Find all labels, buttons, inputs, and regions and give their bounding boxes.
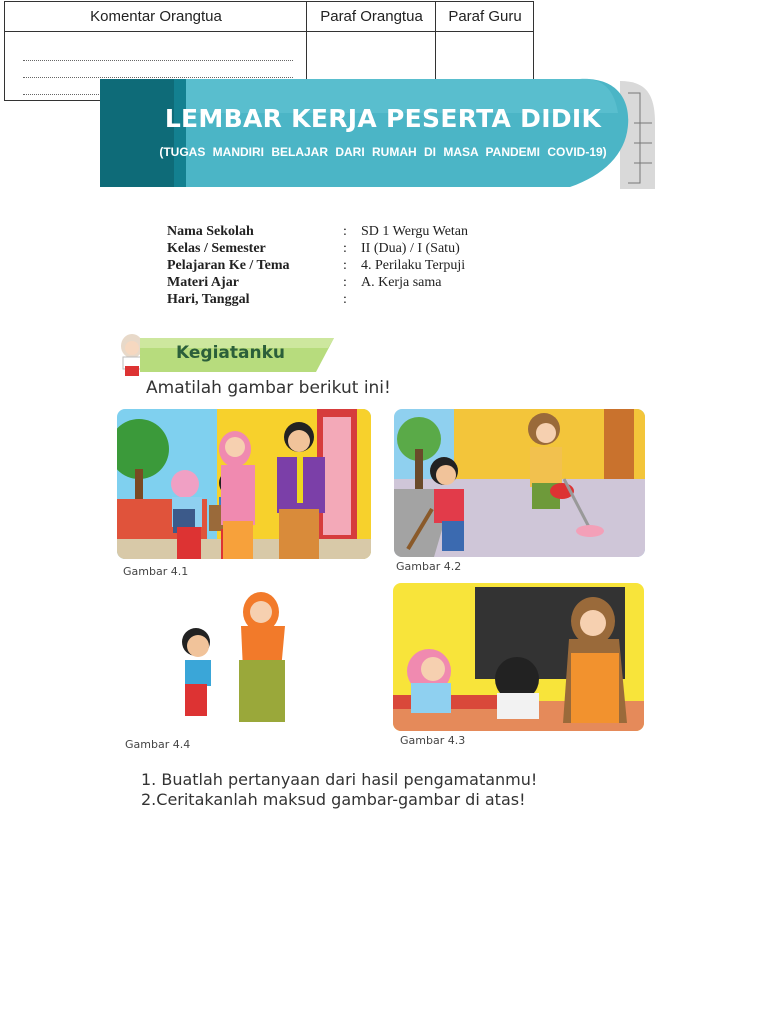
banner-title: LEMBAR KERJA PESERTA DIDIK [164,104,602,133]
info-separator: : [343,241,347,256]
picture-4-4 [163,590,293,730]
info-row [167,223,468,240]
caption-4-2: Gambar 4.2 [396,560,462,573]
info-label: Kelas / Semester [167,241,266,256]
info-block [167,223,468,308]
info-label: Materi Ajar [167,275,239,290]
activity-instruction: Amatilah gambar berikut ini! [146,378,391,398]
picture-4-2 [394,409,645,557]
info-row [167,240,468,257]
info-value: II (Dua) / I (Satu) [361,241,460,256]
header-paraf-orangtua: Paraf Orangtua [307,2,436,32]
header-komentar-orangtua: Komentar Orangtua [5,2,307,32]
info-label: Pelajaran Ke / Tema [167,258,290,273]
question-1: 1. Buatlah pertanyaan dari hasil pengamatanmu! [141,770,538,789]
picture-4-1 [117,409,371,559]
info-row [167,274,468,291]
info-separator: : [343,224,347,239]
caption-4-1: Gambar 4.1 [123,565,189,578]
info-value: 4. Perilaku Terpuji [361,258,466,273]
info-separator: : [343,258,347,273]
picture-4-3 [393,583,644,731]
question-2: 2.Ceritakanlah maksud gambar-gambar di atas! [141,790,526,809]
caption-4-4: Gambar 4.4 [125,738,191,751]
banner-subtitle: (TUGAS MANDIRI BELAJAR DARI RUMAH DI MASA PANDEMI COVID-19) [159,145,607,159]
activity-heading: Kegiatanku [176,343,285,363]
info-row [167,291,468,308]
info-value: SD 1 Wergu Wetan [361,224,469,239]
info-separator: : [343,275,347,290]
info-label: Nama Sekolah [167,224,254,239]
header-paraf-guru: Paraf Guru [436,2,534,32]
caption-4-3: Gambar 4.3 [400,734,466,747]
comment-line [23,60,293,61]
info-separator: : [343,292,347,307]
info-label: Hari, Tanggal [167,292,250,307]
info-row [167,257,468,274]
info-value: A. Kerja sama [361,275,442,290]
